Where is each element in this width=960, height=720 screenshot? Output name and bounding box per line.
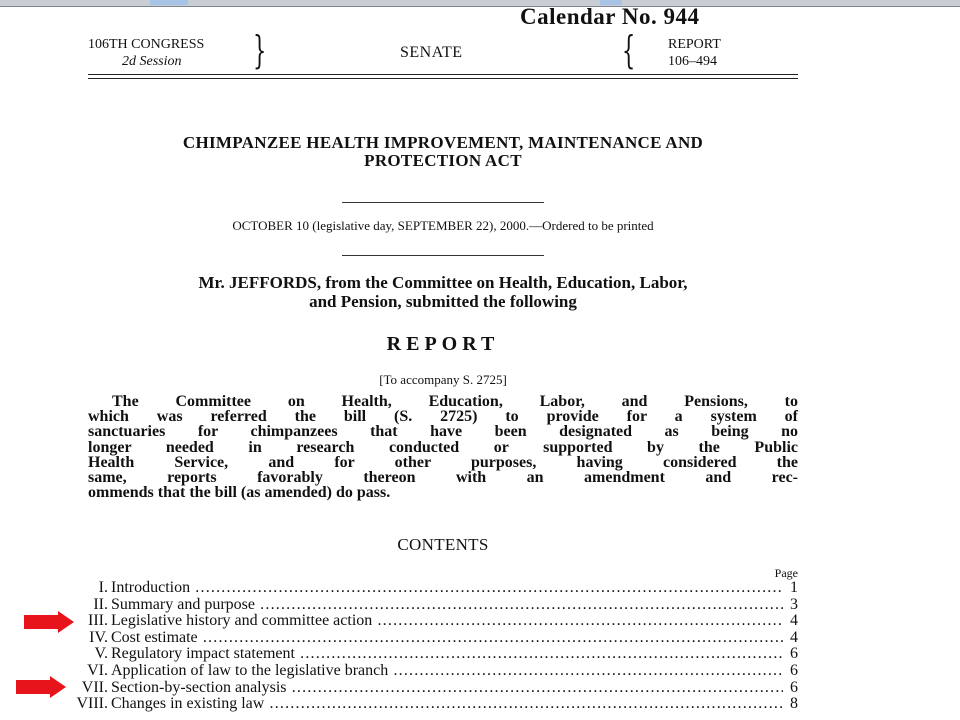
- toc-number: I.: [98, 579, 108, 596]
- session-label: 2d Session: [122, 54, 182, 69]
- toc-number: V.: [94, 645, 108, 663]
- paragraph-line: Health Service, and for other purposes, having considered the: [88, 453, 798, 471]
- window-top-bar: [0, 0, 960, 7]
- toc-title: Summary and purpose .....: [111, 597, 783, 614]
- toc-title: Application of law to the legislative branch .....: [111, 663, 783, 680]
- accompany-note: [To accompany S. 2725]: [379, 372, 507, 387]
- page-column-label: Page: [774, 566, 798, 580]
- toc-title: Section-by-section analysis .....: [111, 680, 783, 697]
- congress-session: [88, 36, 253, 70]
- toc-title: Cost estimate .....: [111, 630, 783, 647]
- submitter-line: Mr. JEFFORDS, from the Committee on Health, Education, Labor,: [198, 273, 688, 292]
- toc-row: [40, 696, 800, 713]
- divider-rule: [342, 255, 544, 256]
- right-brace-glyph: }: [253, 28, 267, 72]
- toc-row: [40, 613, 800, 630]
- toc-page: 8: [790, 695, 798, 713]
- submitter-statement: [88, 273, 798, 311]
- act-title: [88, 134, 798, 170]
- chamber-label: SENATE: [400, 44, 463, 61]
- header-rule: [88, 74, 798, 75]
- report-number-block: [668, 36, 721, 70]
- toc-title: Introduction .....: [111, 580, 783, 597]
- report-body-paragraph: [88, 394, 798, 500]
- red-arrow-icon: [24, 611, 74, 633]
- red-arrow-icon: [16, 676, 66, 698]
- paragraph-line: sanctuaries for chimpanzees that have been designated as being no: [88, 423, 798, 441]
- contents-heading: CONTENTS: [397, 535, 489, 554]
- toc-row: [40, 580, 800, 597]
- toc-page: 6: [790, 645, 798, 663]
- toc-number: VIII.: [76, 695, 108, 713]
- calendar-number: Calendar No. 944: [520, 4, 700, 29]
- toc-page: 6: [790, 661, 798, 679]
- toc-number: VI.: [87, 661, 108, 679]
- paragraph-line: The Committee on Health, Education, Labor, and Pensions, to: [112, 393, 798, 410]
- toc-row: [40, 597, 800, 614]
- toc-page: 4: [790, 628, 798, 646]
- toc-title: Legislative history and committee action .....: [111, 613, 783, 630]
- submitter-line: and Pension, submitted the following: [309, 292, 577, 311]
- report-heading: REPORT: [386, 333, 500, 355]
- paragraph-line: same, reports favorably thereon with an amendment and rec-: [88, 469, 798, 487]
- paragraph-line: which was referred the bill (S. 2725) to provide for a system of: [88, 408, 798, 426]
- toc-page: 4: [790, 612, 798, 630]
- toc-number: IV.: [89, 628, 108, 646]
- divider-rule: [342, 202, 544, 203]
- toolbar-tab[interactable]: [150, 0, 188, 5]
- date-line: OCTOBER 10 (legislative day, SEPTEMBER 22), 2000.—Ordered to be printed: [232, 218, 654, 233]
- header-rule: [88, 78, 798, 79]
- toc-page: 3: [790, 595, 798, 613]
- congress-label: 106TH CONGRESS: [88, 37, 205, 52]
- toc-title: Changes in existing law .....: [111, 696, 783, 713]
- act-title-line: CHIMPANZEE HEALTH IMPROVEMENT, MAINTENANCE AND: [182, 133, 704, 152]
- report-number: 106–494: [668, 54, 717, 69]
- toc-number: VII.: [81, 678, 108, 696]
- toc-row: [40, 680, 800, 697]
- left-brace-glyph: {: [622, 28, 636, 72]
- act-title-line: PROTECTION ACT: [364, 151, 522, 170]
- toc-row: [40, 646, 800, 663]
- toc-title: Regulatory impact statement .....: [111, 646, 783, 663]
- toc-page: 1: [790, 579, 798, 596]
- toc-row: [40, 663, 800, 680]
- toc-page: 6: [790, 678, 798, 696]
- paragraph-line: longer needed in research conducted or supported by the Public: [88, 438, 798, 456]
- report-label: REPORT: [668, 37, 721, 52]
- toc-number: III.: [88, 612, 108, 630]
- toc-row: [40, 630, 800, 647]
- paragraph-line: ommends that the bill (as amended) do pass.: [88, 484, 391, 502]
- table-of-contents: [40, 580, 800, 713]
- toc-number: II.: [93, 595, 108, 613]
